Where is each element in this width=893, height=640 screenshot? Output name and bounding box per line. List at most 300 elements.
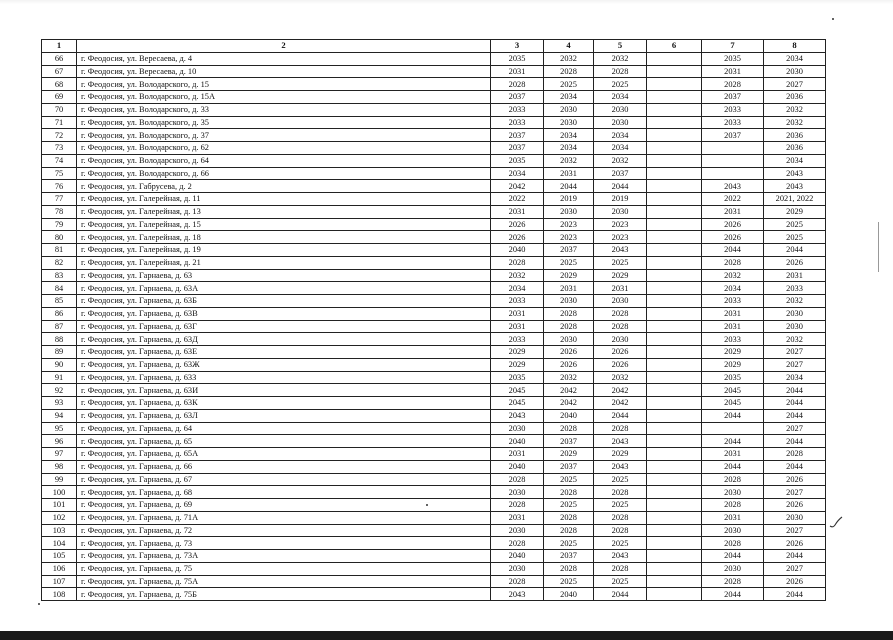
address-cell: г. Феодосия, ул. Галерейная, д. 11 (77, 193, 491, 206)
table-row (42, 244, 826, 257)
table-cell: 2042 (594, 384, 647, 397)
table-row (42, 78, 826, 91)
table-cell: 2025 (544, 575, 594, 588)
table-cell: 2031 (702, 205, 764, 218)
table-cell: 2037 (544, 550, 594, 563)
table-cell: 2035 (702, 371, 764, 384)
table-row (42, 371, 826, 384)
table-cell: 73 (42, 142, 77, 155)
table-cell (647, 52, 702, 65)
table-cell: 2034 (544, 91, 594, 104)
address-cell: г. Феодосия, ул. Володарского, д. 35 (77, 116, 491, 129)
table-cell: 2037 (544, 460, 594, 473)
table-cell (647, 448, 702, 461)
address-cell: г. Феодосия, ул. Галерейная, д. 13 (77, 205, 491, 218)
table-row (42, 307, 826, 320)
table-cell (702, 422, 764, 435)
table-cell: 89 (42, 346, 77, 359)
table-cell: 2031 (594, 282, 647, 295)
table-header-row (42, 40, 826, 53)
table-cell: 2043 (594, 244, 647, 257)
table-cell: 2034 (764, 371, 826, 384)
table-cell: 2043 (594, 435, 647, 448)
table-cell: 2022 (702, 193, 764, 206)
table-cell: 2037 (544, 435, 594, 448)
table-cell: 2028 (491, 537, 544, 550)
table-cell: 2044 (764, 550, 826, 563)
header-cell: 1 (42, 40, 77, 53)
table-cell (647, 409, 702, 422)
address-cell: г. Феодосия, ул. Галерейная, д. 19 (77, 244, 491, 257)
table-cell: 2025 (594, 473, 647, 486)
table-cell: 2034 (764, 52, 826, 65)
table-row (42, 103, 826, 116)
table-cell: 2029 (764, 205, 826, 218)
table-cell: 2026 (491, 218, 544, 231)
table-cell: 2030 (764, 307, 826, 320)
address-cell: г. Феодосия, ул. Галерейная, д. 18 (77, 231, 491, 244)
table-cell (647, 486, 702, 499)
table-cell (647, 371, 702, 384)
table-cell: 2032 (764, 295, 826, 308)
table-cell: 2030 (594, 116, 647, 129)
table-cell: 2025 (764, 218, 826, 231)
table-cell: 2026 (702, 231, 764, 244)
table-cell: 2026 (702, 218, 764, 231)
table-cell: 2028 (544, 562, 594, 575)
handwritten-check-mark (829, 515, 843, 529)
table-cell: 2031 (702, 65, 764, 78)
table-cell: 2031 (491, 448, 544, 461)
table-cell: 2027 (764, 562, 826, 575)
table-cell: 74 (42, 154, 77, 167)
table-cell: 2035 (491, 52, 544, 65)
table-cell: 2027 (764, 524, 826, 537)
table-cell: 2043 (594, 550, 647, 563)
table-cell (647, 550, 702, 563)
table-cell: 2044 (544, 180, 594, 193)
table-row (42, 269, 826, 282)
table-cell: 2037 (702, 91, 764, 104)
table-cell: 90 (42, 358, 77, 371)
header-cell: 4 (544, 40, 594, 53)
table-cell: 105 (42, 550, 77, 563)
table-cell: 2045 (702, 397, 764, 410)
table-cell: 2037 (491, 91, 544, 104)
table-cell: 2045 (702, 384, 764, 397)
address-cell: г. Феодосия, ул. Габрусева, д. 2 (77, 180, 491, 193)
table-cell (647, 129, 702, 142)
table-row (42, 435, 826, 448)
table-cell: 2044 (702, 244, 764, 257)
table-cell: 2031 (702, 448, 764, 461)
table-cell: 2025 (544, 78, 594, 91)
table-cell: 2025 (544, 499, 594, 512)
table-cell: 2037 (491, 129, 544, 142)
table-row (42, 142, 826, 155)
table-cell: 2040 (491, 244, 544, 257)
address-cell: г. Феодосия, ул. Гарнаева, д. 63Д (77, 333, 491, 346)
table-cell: 77 (42, 193, 77, 206)
table-cell: 2025 (594, 575, 647, 588)
table-cell (647, 537, 702, 550)
table-cell: 2033 (702, 333, 764, 346)
address-cell: г. Феодосия, ул. Гарнаева, д. 66 (77, 460, 491, 473)
table-cell: 2032 (594, 52, 647, 65)
address-cell: г. Феодосия, ул. Галерейная, д. 15 (77, 218, 491, 231)
table-cell: 2035 (702, 52, 764, 65)
table-cell: 2042 (544, 397, 594, 410)
table-cell: 2028 (544, 65, 594, 78)
table-cell: 76 (42, 180, 77, 193)
table-row (42, 167, 826, 180)
address-cell: г. Феодосия, ул. Володарского, д. 15А (77, 91, 491, 104)
table-cell (647, 473, 702, 486)
table-cell (647, 231, 702, 244)
table-cell: 2026 (764, 575, 826, 588)
table-cell: 2029 (702, 346, 764, 359)
table-cell: 2044 (702, 409, 764, 422)
address-cell: г. Феодосия, ул. Гарнаева, д. 75Б (77, 588, 491, 601)
table-cell: 2032 (594, 371, 647, 384)
table-cell (702, 167, 764, 180)
table-cell: 2031 (491, 65, 544, 78)
table-row (42, 460, 826, 473)
table-cell: 2040 (544, 409, 594, 422)
table-cell: 2031 (544, 282, 594, 295)
table-cell (647, 91, 702, 104)
table-row (42, 218, 826, 231)
header-cell: 8 (764, 40, 826, 53)
table-cell: 78 (42, 205, 77, 218)
table-cell: 2033 (491, 103, 544, 116)
table-cell: 2032 (544, 154, 594, 167)
table-cell: 94 (42, 409, 77, 422)
address-cell: г. Феодосия, ул. Галерейная, д. 21 (77, 256, 491, 269)
table-cell: 2033 (491, 333, 544, 346)
table-cell: 2042 (491, 180, 544, 193)
table-row (42, 524, 826, 537)
table-cell: 2043 (491, 588, 544, 601)
address-cell: г. Феодосия, ул. Гарнаева, д. 63 (77, 269, 491, 282)
address-cell: г. Феодосия, ул. Гарнаева, д. 63Е (77, 346, 491, 359)
table-cell: 2031 (491, 205, 544, 218)
table-cell: 71 (42, 116, 77, 129)
address-cell: г. Феодосия, ул. Гарнаева, д. 73 (77, 537, 491, 550)
table-cell: 2028 (544, 511, 594, 524)
table-cell: 2043 (491, 409, 544, 422)
table-cell: 2029 (594, 269, 647, 282)
table-cell: 66 (42, 52, 77, 65)
table-cell: 106 (42, 562, 77, 575)
table-cell: 2042 (594, 397, 647, 410)
table-cell: 2027 (764, 422, 826, 435)
table-row (42, 91, 826, 104)
address-cell: г. Феодосия, ул. Володарского, д. 62 (77, 142, 491, 155)
table-cell (647, 422, 702, 435)
address-cell: г. Феодосия, ул. Гарнаева, д. 65 (77, 435, 491, 448)
table-cell: 2040 (491, 550, 544, 563)
table-row (42, 448, 826, 461)
table-cell: 2044 (702, 460, 764, 473)
table-cell (647, 142, 702, 155)
scan-bottom-edge (0, 631, 893, 640)
table-cell: 92 (42, 384, 77, 397)
table-cell: 2033 (764, 282, 826, 295)
table-cell: 2036 (764, 142, 826, 155)
table-row (42, 486, 826, 499)
table-cell: 2036 (764, 91, 826, 104)
table-cell: 102 (42, 511, 77, 524)
table-cell: 2040 (491, 435, 544, 448)
table-cell: 69 (42, 91, 77, 104)
table-cell: 2023 (544, 218, 594, 231)
table-cell (647, 524, 702, 537)
table-cell: 2044 (764, 588, 826, 601)
table-row (42, 256, 826, 269)
address-cell: г. Феодосия, ул. Гарнаева, д. 63В (77, 307, 491, 320)
table-cell: 2034 (702, 282, 764, 295)
table-cell: 2034 (594, 129, 647, 142)
header-cell: 7 (702, 40, 764, 53)
table-cell: 2044 (764, 409, 826, 422)
table-cell: 2023 (594, 231, 647, 244)
table-cell: 2028 (702, 537, 764, 550)
table-cell: 2029 (544, 448, 594, 461)
table-cell: 2025 (544, 537, 594, 550)
table-cell: 2027 (764, 78, 826, 91)
table-cell: 2030 (544, 333, 594, 346)
header-cell: 3 (491, 40, 544, 53)
table-cell: 2026 (594, 358, 647, 371)
table-cell (647, 205, 702, 218)
table-cell: 72 (42, 129, 77, 142)
table-cell: 2043 (764, 167, 826, 180)
table-cell: 98 (42, 460, 77, 473)
address-cell: г. Феодосия, ул. Гарнаева, д. 73А (77, 550, 491, 563)
table-cell: 2035 (491, 154, 544, 167)
table-cell (647, 397, 702, 410)
table-body (42, 40, 826, 601)
table-cell: 2044 (594, 409, 647, 422)
table-cell: 2028 (702, 473, 764, 486)
table-cell: 97 (42, 448, 77, 461)
table-cell: 2034 (491, 282, 544, 295)
table-row (42, 575, 826, 588)
table-cell: 2037 (491, 142, 544, 155)
table-row (42, 193, 826, 206)
table-cell: 2037 (544, 244, 594, 257)
table-cell: 2026 (544, 346, 594, 359)
table-cell: 2028 (702, 575, 764, 588)
table-cell: 2025 (594, 499, 647, 512)
table-cell (647, 269, 702, 282)
table-cell: 2025 (544, 473, 594, 486)
table-cell: 2032 (702, 269, 764, 282)
address-cell: г. Феодосия, ул. Гарнаева, д. 71А (77, 511, 491, 524)
table-row (42, 473, 826, 486)
address-cell: г. Феодосия, ул. Гарнаева, д. 63Г (77, 320, 491, 333)
table-cell (702, 154, 764, 167)
table-cell: 2030 (544, 205, 594, 218)
table-cell: 2030 (594, 103, 647, 116)
table-cell: 2025 (594, 78, 647, 91)
table-cell: 2034 (594, 142, 647, 155)
table-row (42, 499, 826, 512)
table-row (42, 52, 826, 65)
table-cell: 2028 (594, 320, 647, 333)
table-cell: 2027 (764, 486, 826, 499)
table-cell (647, 499, 702, 512)
table-cell: 2033 (702, 116, 764, 129)
table-row (42, 550, 826, 563)
table-row (42, 422, 826, 435)
table-row (42, 346, 826, 359)
table-cell: 2032 (764, 103, 826, 116)
table-cell: 2028 (491, 256, 544, 269)
address-cell: г. Феодосия, ул. Гарнаева, д. 65А (77, 448, 491, 461)
table-cell: 2028 (544, 524, 594, 537)
table-cell: 2030 (544, 295, 594, 308)
table-cell: 2034 (594, 91, 647, 104)
address-cell: г. Феодосия, ул. Гарнаева, д. 63З (77, 371, 491, 384)
table-cell: 2030 (594, 205, 647, 218)
table-cell: 2019 (544, 193, 594, 206)
table-cell: 103 (42, 524, 77, 537)
table-cell: 2025 (764, 231, 826, 244)
table-cell: 2031 (702, 307, 764, 320)
table-cell: 2032 (491, 269, 544, 282)
table-cell: 2032 (764, 116, 826, 129)
table-cell: 2028 (594, 562, 647, 575)
address-cell: г. Феодосия, ул. Вересаева, д. 4 (77, 52, 491, 65)
table-cell: 2031 (764, 269, 826, 282)
table-cell (647, 154, 702, 167)
table-cell: 2029 (491, 346, 544, 359)
table-cell: 82 (42, 256, 77, 269)
table-cell: 2029 (702, 358, 764, 371)
table-cell: 83 (42, 269, 77, 282)
address-cell: г. Феодосия, ул. Гарнаева, д. 64 (77, 422, 491, 435)
table-cell: 96 (42, 435, 77, 448)
table-cell: 75 (42, 167, 77, 180)
table-row (42, 409, 826, 422)
header-cell: 6 (647, 40, 702, 53)
table-cell: 2026 (594, 346, 647, 359)
table-cell: 2028 (594, 511, 647, 524)
address-cell: г. Феодосия, ул. Володарского, д. 37 (77, 129, 491, 142)
table-cell: 2026 (764, 473, 826, 486)
table-cell: 2023 (594, 218, 647, 231)
table-cell: 2034 (544, 142, 594, 155)
table-cell (647, 575, 702, 588)
table-cell: 2021, 2022 (764, 193, 826, 206)
table-cell: 81 (42, 244, 77, 257)
address-cell: г. Феодосия, ул. Гарнаева, д. 63Ж (77, 358, 491, 371)
table-cell: 2028 (491, 473, 544, 486)
table-cell: 2044 (702, 550, 764, 563)
table-cell: 70 (42, 103, 77, 116)
table-row (42, 384, 826, 397)
table-cell (647, 588, 702, 601)
table-cell (647, 256, 702, 269)
table-cell: 2030 (702, 486, 764, 499)
table-cell: 2032 (594, 154, 647, 167)
table-row (42, 511, 826, 524)
table-row (42, 65, 826, 78)
table-cell: 2031 (491, 511, 544, 524)
table-cell: 2043 (764, 180, 826, 193)
table-cell: 2035 (491, 371, 544, 384)
table-cell: 2033 (702, 295, 764, 308)
address-cell: г. Феодосия, ул. Гарнаева, д. 63Л (77, 409, 491, 422)
address-cell: г. Феодосия, ул. Гарнаева, д. 72 (77, 524, 491, 537)
table-cell: 2044 (594, 588, 647, 601)
table-cell (647, 460, 702, 473)
table-cell: 2026 (764, 499, 826, 512)
table-cell (647, 65, 702, 78)
table-cell: 2026 (544, 358, 594, 371)
table-cell (647, 282, 702, 295)
table-row (42, 320, 826, 333)
header-cell: 5 (594, 40, 647, 53)
scan-speck (426, 504, 428, 506)
table-cell (647, 180, 702, 193)
table-cell: 2030 (544, 103, 594, 116)
table-row (42, 295, 826, 308)
address-cell: г. Феодосия, ул. Вересаева, д. 10 (77, 65, 491, 78)
table-cell: 2044 (702, 435, 764, 448)
table-cell: 86 (42, 307, 77, 320)
table-cell: 2034 (544, 129, 594, 142)
table-cell: 85 (42, 295, 77, 308)
table-row (42, 397, 826, 410)
table-cell: 2028 (764, 448, 826, 461)
table-cell: 2028 (544, 320, 594, 333)
table-cell: 2030 (491, 486, 544, 499)
table-cell: 2025 (594, 537, 647, 550)
address-cell: г. Феодосия, ул. Гарнаева, д. 63А (77, 282, 491, 295)
address-cell: г. Феодосия, ул. Гарнаева, д. 63К (77, 397, 491, 410)
table-cell (647, 218, 702, 231)
table-cell: 2030 (491, 562, 544, 575)
table-cell: 2027 (764, 346, 826, 359)
table-cell: 2029 (594, 448, 647, 461)
table-cell: 2028 (491, 575, 544, 588)
table-cell: 2029 (544, 269, 594, 282)
table-cell (647, 384, 702, 397)
table-cell (647, 435, 702, 448)
table-cell: 2034 (491, 167, 544, 180)
table-cell: 2044 (764, 435, 826, 448)
table-cell: 84 (42, 282, 77, 295)
table-cell: 2028 (491, 499, 544, 512)
table-row (42, 231, 826, 244)
table-cell (647, 116, 702, 129)
table-cell: 2044 (764, 397, 826, 410)
table-row (42, 588, 826, 601)
table-cell: 2028 (594, 307, 647, 320)
schedule-table (41, 39, 826, 601)
table-row (42, 358, 826, 371)
table-cell: 2033 (491, 116, 544, 129)
table-cell (647, 103, 702, 116)
address-cell: г. Феодосия, ул. Гарнаева, д. 75А (77, 575, 491, 588)
table-cell: 2044 (764, 244, 826, 257)
table-cell: 2031 (491, 320, 544, 333)
table-cell: 2028 (544, 307, 594, 320)
table-cell: 2044 (764, 384, 826, 397)
